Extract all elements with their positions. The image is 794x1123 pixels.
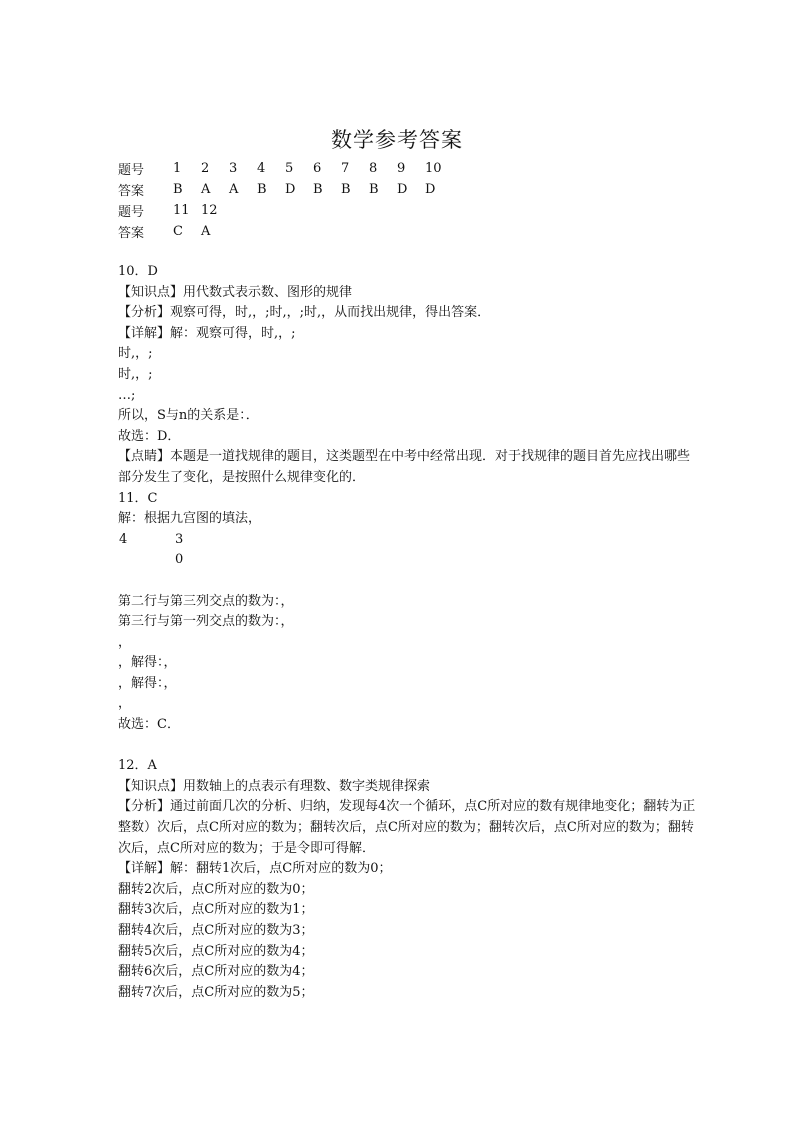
q11-line: 第二行与第三列交点的数为：， bbox=[118, 593, 294, 609]
answer-cell: 2 bbox=[201, 161, 210, 176]
magic-square-cell: 3 bbox=[175, 531, 184, 547]
answer-cell: B bbox=[313, 182, 323, 197]
spacer bbox=[118, 736, 698, 757]
answer-cell: 9 bbox=[397, 161, 406, 176]
row-label: 答案 bbox=[118, 184, 145, 199]
magic-square-row-1 bbox=[118, 530, 698, 551]
q10-line: 时,，; bbox=[118, 366, 153, 382]
q10-line: 所以，S与n的关系是：． bbox=[118, 408, 259, 424]
q11-line: ，解得：， bbox=[118, 655, 177, 671]
answer-row-answers-2 bbox=[118, 221, 453, 242]
q10-comment: 【点睛】本题是一道找规律的题目，这类题型在中考中经常出现．对于找规律的题目首先应找出哪些部分发生了变化，是按照什么规律变化的． bbox=[118, 449, 691, 485]
q10-line: …; bbox=[118, 387, 136, 403]
q11-line: ，解得：， bbox=[118, 675, 177, 691]
q11-line: 第三行与第一列交点的数为：， bbox=[118, 614, 294, 630]
answer-cell: 4 bbox=[257, 161, 266, 176]
q12-step: 翻转5次后，点C所对应的数为4； bbox=[118, 943, 314, 959]
q12-analysis: 【分析】通过前面几次的分析、归纳，发现每4次一个循环，点C所对应的数有规律地变化；翻转为正整数）次后，点C所对应的数为；翻转次后，点C所对应的数为；翻转次后，点C所对应的数为；翻转次后，点C所对应的数为；于是令即可得解． bbox=[118, 799, 696, 856]
magic-square-cell: 4 bbox=[119, 531, 128, 547]
q12-heading: 12．A bbox=[118, 758, 157, 774]
answer-cell: A bbox=[201, 182, 211, 197]
q12-step: 翻转6次后，点C所对应的数为4； bbox=[118, 964, 314, 980]
q12-step: 翻转3次后，点C所对应的数为1； bbox=[118, 902, 314, 918]
answer-cell: D bbox=[425, 182, 436, 197]
answer-cell: D bbox=[285, 182, 296, 197]
q10-line: 时,，; bbox=[118, 346, 153, 362]
answer-cell: B bbox=[173, 182, 183, 197]
magic-square-row-2 bbox=[118, 550, 698, 571]
q12-step: 翻转7次后，点C所对应的数为5； bbox=[118, 984, 314, 1000]
answer-cell: 10 bbox=[425, 161, 442, 176]
q11-line: ， bbox=[118, 696, 132, 712]
q11-intro: 解：根据九宫图的填法， bbox=[118, 511, 262, 527]
answer-cell: 8 bbox=[369, 161, 378, 176]
q12-step: 翻转4次后，点C所对应的数为3； bbox=[118, 923, 314, 938]
q11-heading: 11．C bbox=[118, 490, 158, 506]
answer-table bbox=[118, 158, 453, 242]
q12-step: 【详解】解：翻转1次后，点C所对应的数为0； bbox=[118, 861, 392, 877]
answer-cell: 3 bbox=[229, 161, 238, 176]
page-title: 数学参考答案 bbox=[331, 128, 463, 152]
answer-cell: 6 bbox=[313, 161, 322, 176]
answer-cell: D bbox=[397, 182, 408, 197]
answer-row-numbers-2 bbox=[118, 200, 453, 221]
answer-cell: 5 bbox=[285, 161, 294, 176]
answer-cell: 11 bbox=[173, 203, 190, 218]
answer-row-numbers-1 bbox=[118, 158, 453, 179]
q10-detail: 【详解】解：观察可得，时,，; bbox=[118, 325, 296, 341]
row-label: 答案 bbox=[118, 226, 145, 241]
answer-row-answers-1 bbox=[118, 179, 453, 200]
answer-cell: 7 bbox=[341, 161, 350, 176]
q11-line: ， bbox=[118, 634, 132, 650]
row-label: 题号 bbox=[118, 205, 145, 220]
q10-analysis: 【分析】观察可得，时,，;时,，;时,，从而找出规律，得出答案． bbox=[118, 305, 491, 321]
answer-cell: 1 bbox=[173, 161, 182, 176]
answer-cell: A bbox=[229, 182, 239, 197]
solutions-body bbox=[118, 262, 698, 1003]
q12-knowledge: 【知识点】用数轴上的点表示有理数、数字类规律探索 bbox=[118, 778, 431, 794]
q11-line: 故选：C． bbox=[118, 717, 180, 733]
row-label: 题号 bbox=[118, 163, 145, 178]
q12-step: 翻转2次后，点C所对应的数为0； bbox=[118, 881, 314, 897]
answer-cell: A bbox=[201, 224, 211, 239]
answer-cell: C bbox=[173, 224, 183, 239]
q10-line: 故选：D． bbox=[118, 428, 181, 444]
q10-knowledge: 【知识点】用代数式表示数、图形的规律 bbox=[118, 284, 353, 300]
q10-heading: 10．D bbox=[118, 264, 158, 279]
answer-cell: B bbox=[369, 182, 379, 197]
answer-cell: 12 bbox=[201, 203, 218, 218]
answer-cell: B bbox=[257, 182, 267, 197]
spacer bbox=[118, 571, 698, 592]
answer-cell: B bbox=[341, 182, 351, 197]
magic-square-cell: 0 bbox=[175, 552, 184, 568]
